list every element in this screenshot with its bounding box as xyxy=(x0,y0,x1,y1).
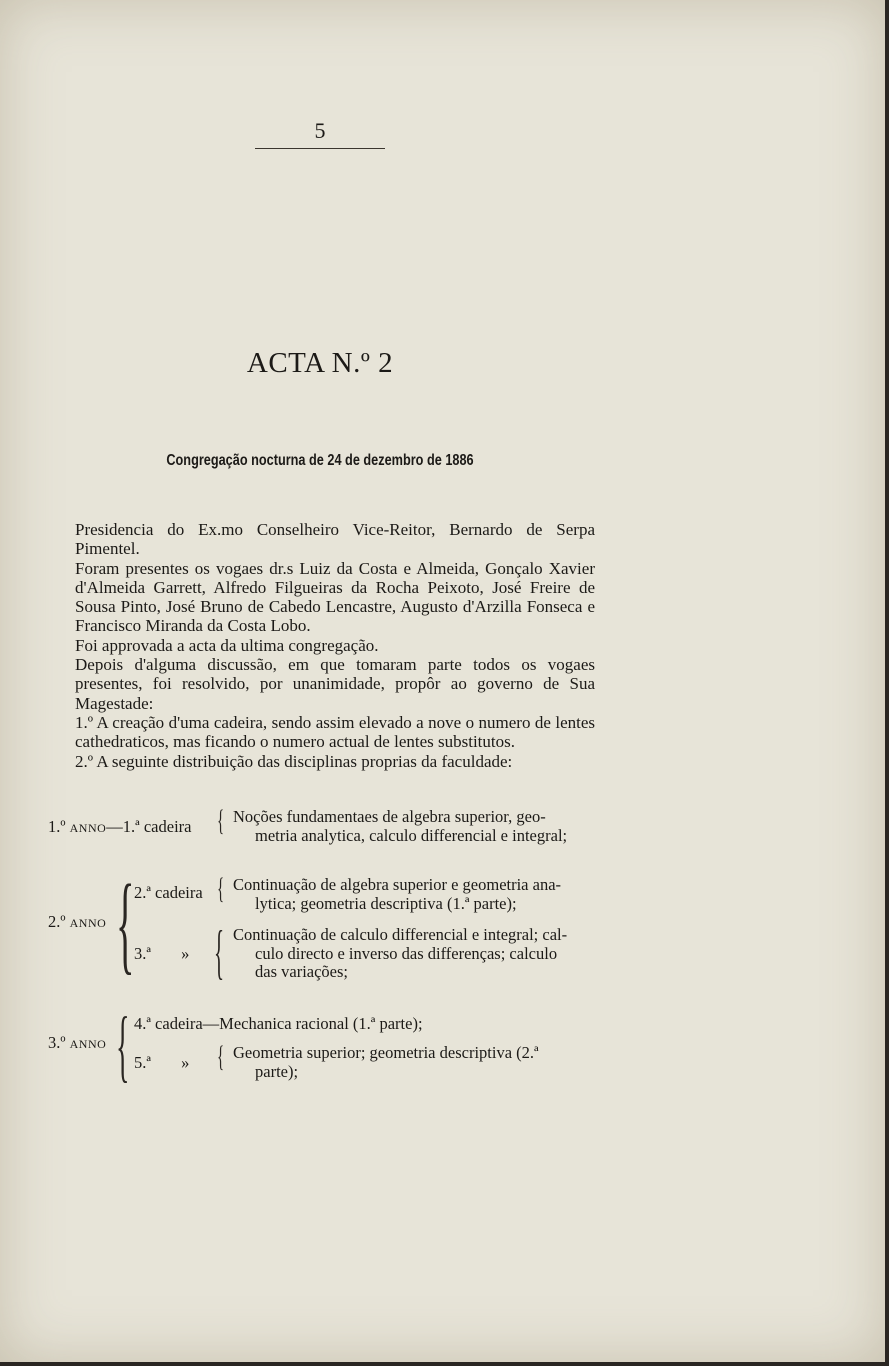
year1-subjects-line1: Noções fundamentaes de algebra superior, geo- xyxy=(233,807,546,826)
year2-label: 2.º xyxy=(48,912,66,931)
header-rule xyxy=(255,148,385,149)
year3-heading xyxy=(48,1034,106,1054)
year1-subjects-line2: metria analytica, calculo differencial e integral; xyxy=(255,825,568,845)
year1-cadeira: —1.ª cadeira xyxy=(106,817,192,836)
year3-cadeira5-number: 5.ª xyxy=(134,1053,151,1072)
year2-cadeira2-subjects xyxy=(233,876,561,913)
year1-anno: ANNO xyxy=(69,821,107,835)
year2-cadeira3-line3: das variações; xyxy=(255,962,348,981)
paragraph-item-1: 1.º A creação d'uma cadeira, sendo assim elevado a nove o numero de lentes cathedraticos, mas ficando o numero actual de lentes substitutos. xyxy=(75,712,595,752)
year3-anno: ANNO xyxy=(69,1037,107,1051)
year2-cadeira3-brace: { xyxy=(214,919,225,985)
paragraph-attendees: Foram presentes os vogaes dr.s Luiz da Costa e Almeida, Gonçalo Xavier d'Almeida Garrett, Alfredo Filgueiras da Rocha Peixoto, José Freire de Sousa Pinto, José Bruno de Cabedo Lencastre, Augusto d'Arzilla Fonseca e Francisco Miranda da Costa Lobo. xyxy=(75,558,595,636)
year2-cadeira2-label: 2.ª cadeira xyxy=(134,883,203,902)
document-title: ACTA N.º 2 xyxy=(246,347,394,379)
year3-outer-brace: { xyxy=(116,1002,130,1090)
body-text xyxy=(75,520,595,771)
year1-label: 1.º xyxy=(48,817,66,836)
year3-cadeira5-line2: parte); xyxy=(255,1061,299,1081)
year2-cadeira2-brace: { xyxy=(217,872,225,905)
year2-anno: ANNO xyxy=(69,916,107,930)
year2-cadeira3-subjects xyxy=(233,926,567,982)
year2-cadeira3-line2: culo directo e inverso das differenças; calculo xyxy=(255,943,558,963)
year1-brace: { xyxy=(217,804,225,837)
paragraph-discussion: Depois d'alguma discussão, em que tomaram parte todos os vogaes presentes, foi resolvido, por unanimidade, propôr ao governo de Sua Magestade: xyxy=(75,655,595,713)
paragraph-approval: Foi approvada a acta da ultima congregação. xyxy=(75,635,379,655)
year1-heading xyxy=(48,818,191,838)
year2-cadeira3-line1: Continuação de calculo differencial e integral; cal- xyxy=(233,925,568,944)
year3-label: 3.º xyxy=(48,1033,66,1052)
paragraph-presidency: Presidencia do Ex.mo Conselheiro Vice-Reitor, Bernardo de Serpa Pimentel. xyxy=(75,520,595,559)
year3-cadeira5-subjects xyxy=(233,1044,539,1081)
year3-cadeira5-brace: { xyxy=(217,1040,225,1073)
year3-cadeira5-line1: Geometria superior; geometria descriptiva (2.ª xyxy=(233,1043,539,1062)
year3-cadeira4: 4.ª cadeira—Mechanica racional (1.ª parte); xyxy=(134,1014,423,1033)
year2-heading xyxy=(48,913,106,933)
year1-subjects xyxy=(233,808,567,845)
year2-cadeira3-ditto: » xyxy=(181,944,190,963)
year2-cadeira3-number: 3.ª xyxy=(134,944,151,963)
year2-cadeira3-label xyxy=(134,945,189,964)
document-subtitle: Congregação nocturna de 24 de dezembro de 1886 xyxy=(166,452,474,469)
page-number: 5 xyxy=(314,118,326,143)
year2-cadeira2-line1: Continuação de algebra superior e geometria ana- xyxy=(233,875,562,894)
year2-cadeira2-line2: lytica; geometria descriptiva (1.ª parte); xyxy=(255,893,517,913)
year3-cadeira5-label xyxy=(134,1054,189,1073)
year3-cadeira5-ditto: » xyxy=(181,1053,190,1072)
year2-outer-brace: { xyxy=(116,862,135,984)
paragraph-item-2: 2.º A seguinte distribuição das disciplinas proprias da faculdade: xyxy=(75,751,513,771)
